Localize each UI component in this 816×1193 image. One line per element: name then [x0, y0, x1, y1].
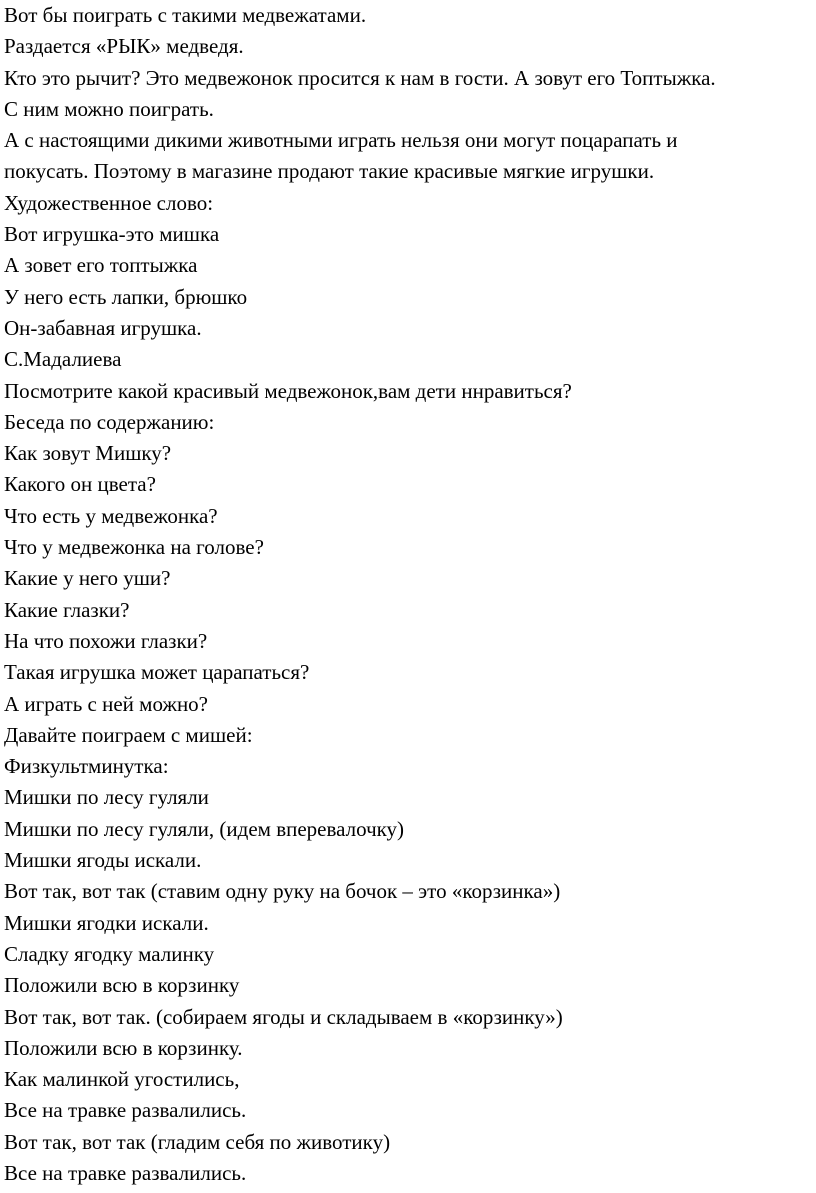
verse-line: Мишки по лесу гуляли, (идем вперевалочку) [4, 816, 405, 841]
question-line: А играть с ней можно? [4, 691, 209, 716]
verse-line: Мишки ягодки искали. [4, 910, 209, 935]
question-line: Какого он цвета? [4, 472, 156, 497]
poem-line: Он-забавная игрушка. [4, 315, 202, 340]
question-line: Какие у него уши? [4, 566, 171, 591]
text-line: Давайте поиграем с мишей: [4, 722, 253, 747]
question-line: Такая игрушка может царапаться? [4, 660, 310, 685]
document-text [4, 0, 812, 1189]
text-line: Кто это рычит? Это медвежонок просится к нам в гости. А зовут его Топтыжка. [4, 65, 716, 90]
text-line: покусать. Поэтому в магазине продают такие красивые мягкие игрушки. [4, 159, 655, 184]
text-line: А с настоящими дикими животными играть нельзя они могут поцарапать и [4, 128, 678, 153]
verse-line: Все на травке развалились. [4, 1098, 247, 1123]
poem-line: А зовет его топтыжка [4, 253, 198, 278]
verse-line: Вот так, вот так. (собираем ягоды и складываем в «корзинку») [4, 1004, 563, 1029]
text-line: Раздается «РЫК» медведя. [4, 34, 244, 59]
verse-line: Как малинкой угостились, [4, 1067, 240, 1092]
section-heading: Физкультминутка: [4, 754, 169, 779]
text-line: С ним можно поиграть. [4, 96, 214, 121]
section-heading: Беседа по содержанию: [4, 409, 215, 434]
verse-line: Положили всю в корзинку [4, 973, 240, 998]
poem-line: Вот игрушка-это мишка [4, 222, 220, 247]
verse-line: Мишки по лесу гуляли [4, 785, 209, 810]
section-heading: Художественное слово: [4, 190, 214, 215]
poem-author: С.Мадалиева [4, 347, 122, 372]
verse-line: Положили всю в корзинку. [4, 1035, 243, 1060]
verse-line: Сладку ягодку малинку [4, 941, 215, 966]
question-line: Что у медвежонка на голове? [4, 535, 264, 560]
verse-line: Все на травке развалились. [4, 1160, 247, 1185]
question-line: На что похожи глазки? [4, 628, 208, 653]
document-page [4, 0, 812, 1193]
question-line: Как зовут Мишку? [4, 441, 172, 466]
poem-line: У него есть лапки, брюшко [4, 284, 248, 309]
question-line: Что есть у медвежонка? [4, 503, 218, 528]
text-line: Вот бы поиграть с такими медвежатами. [4, 3, 367, 27]
text-line: Посмотрите какой красивый медвежонок,вам дети ннравиться? [4, 378, 572, 403]
verse-line: Вот так, вот так (гладим себя по животику) [4, 1129, 391, 1154]
question-line: Какие глазки? [4, 597, 130, 622]
verse-line: Мишки ягоды искали. [4, 848, 202, 873]
verse-line: Вот так, вот так (ставим одну руку на бочок – это «корзинка») [4, 879, 561, 904]
